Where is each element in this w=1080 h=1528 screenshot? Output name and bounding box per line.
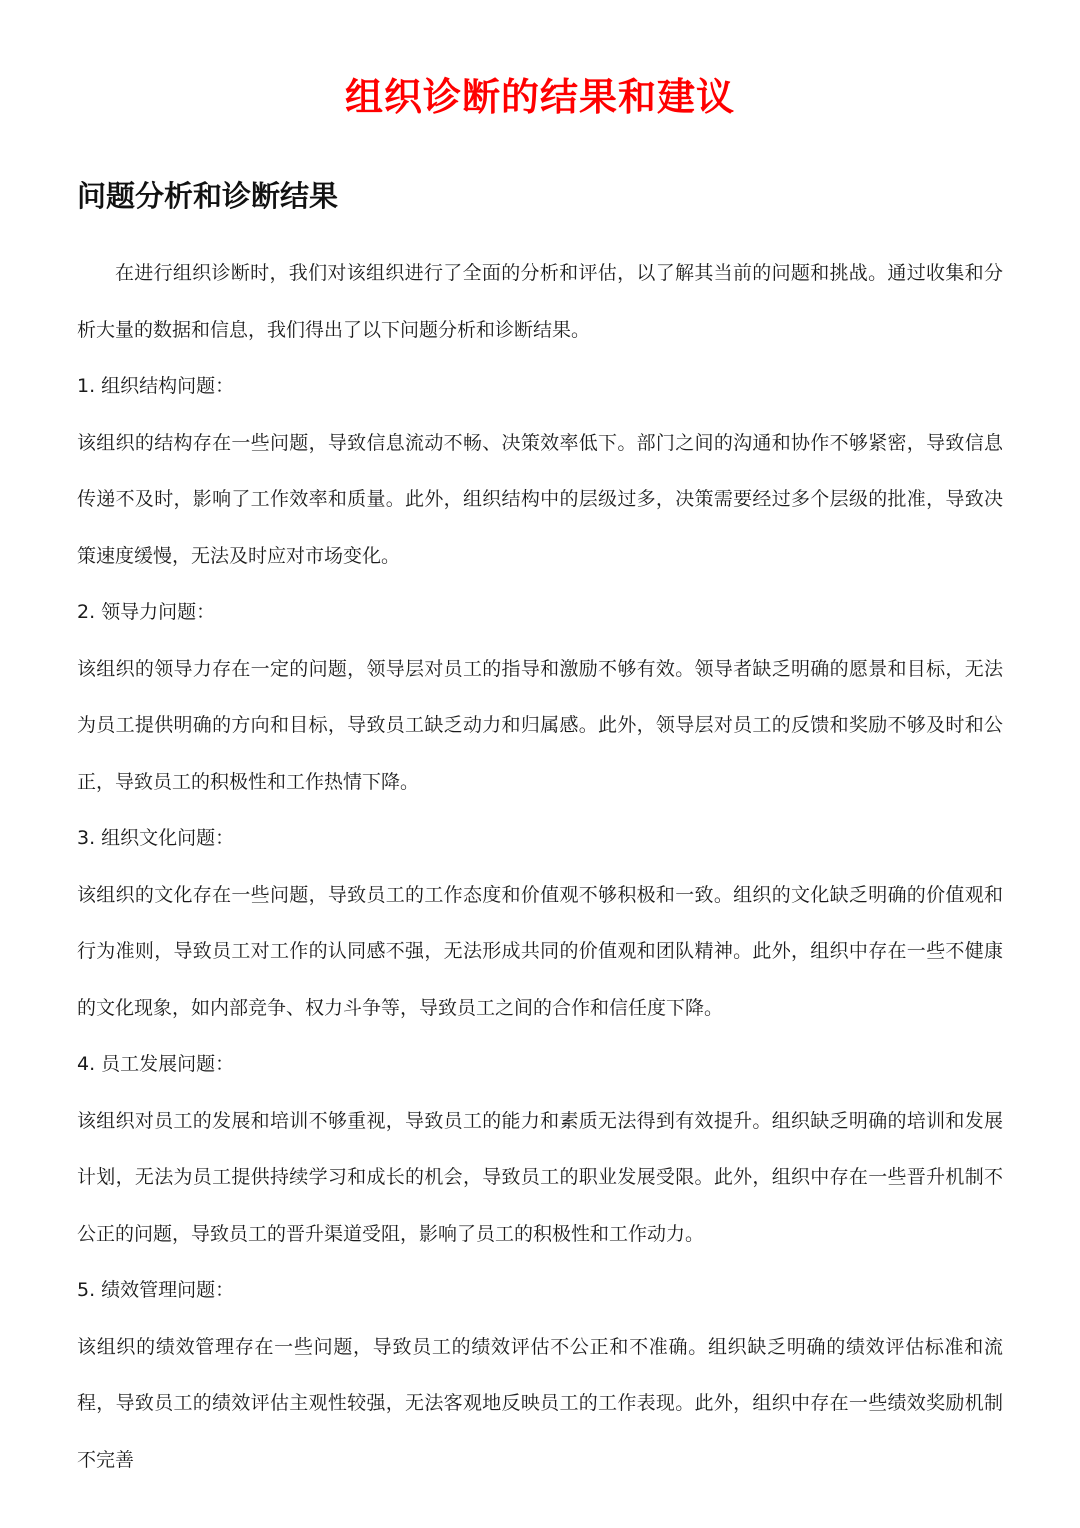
- problem-heading: 3. 组织文化问题：: [77, 827, 235, 849]
- problem-item: [77, 584, 1003, 810]
- problem-description: 该组织的结构存在一些问题，导致信息流动不畅、决策效率低下。部门之间的沟通和协作不够紧密，导致信息传递不及时，影响了工作效率和质量。此外，组织结构中的层级过多，决策需要经过多个层级的批准，导致决策速度缓慢，无法及时应对市场变化。: [77, 431, 1003, 567]
- problem-item: [77, 1262, 1003, 1488]
- problem-description: 该组织的文化存在一些问题，导致员工的工作态度和价值观不够积极和一致。组织的文化缺乏明确的价值观和行为准则，导致员工对工作的认同感不强，无法形成共同的价值观和团队精神。此外，组织中存在一些不健康的文化现象，如内部竞争、权力斗争等，导致员工之间的合作和信任度下降。: [77, 883, 1003, 1019]
- section-title: 问题分析和诊断结果: [77, 179, 339, 213]
- problem-description: 该组织的领导力存在一定的问题，领导层对员工的指导和激励不够有效。领导者缺乏明确的愿景和目标，无法为员工提供明确的方向和目标，导致员工缺乏动力和归属感。此外，领导层对员工的反馈和奖励不够及时和公正，导致员工的积极性和工作热情下降。: [77, 657, 1003, 793]
- problem-heading: 1. 组织结构问题：: [77, 375, 235, 397]
- problem-item: [77, 810, 1003, 1036]
- problem-description: 该组织的绩效管理存在一些问题，导致员工的绩效评估不公正和不准确。组织缺乏明确的绩效评估标准和流程，导致员工的绩效评估主观性较强，无法客观地反映员工的工作表现。此外，组织中存在一些绩效奖励机制不完善: [77, 1335, 1003, 1471]
- problem-item: [77, 1036, 1003, 1262]
- problem-heading: 4. 员工发展问题：: [77, 1053, 235, 1075]
- intro-paragraph: 在进行组织诊断时，我们对该组织进行了全面的分析和评估，以了解其当前的问题和挑战。通过收集和分析大量的数据和信息，我们得出了以下问题分析和诊断结果。: [77, 262, 1003, 341]
- problem-heading: 5. 绩效管理问题：: [77, 1279, 235, 1301]
- problem-description: 该组织对员工的发展和培训不够重视，导致员工的能力和素质无法得到有效提升。组织缺乏明确的培训和发展计划，无法为员工提供持续学习和成长的机会，导致员工的职业发展受限。此外，组织中存在一些晋升机制不公正的问题，导致员工的晋升渠道受阻，影响了员工的积极性和工作动力。: [77, 1109, 1003, 1245]
- problem-heading: 2. 领导力问题：: [77, 601, 216, 623]
- document-title: 组织诊断的结果和建议: [344, 75, 735, 119]
- problem-item: [77, 358, 1003, 584]
